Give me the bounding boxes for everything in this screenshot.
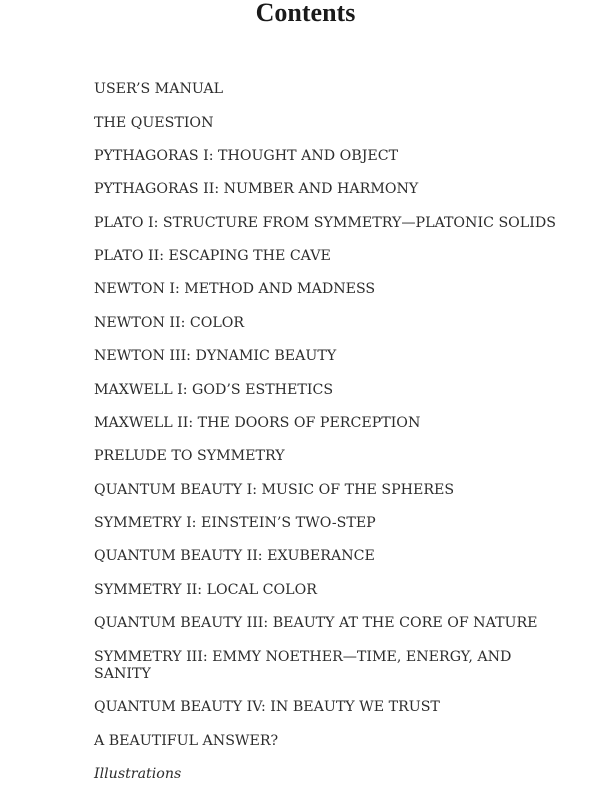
toc-link[interactable]: NEWTON III: DYNAMIC BEAUTY xyxy=(94,348,337,364)
toc-link[interactable]: SYMMETRY I: EINSTEIN’S TWO-STEP xyxy=(94,515,376,531)
toc-link[interactable]: QUANTUM BEAUTY IV: IN BEAUTY WE TRUST xyxy=(94,699,440,715)
toc-link[interactable]: PLATO II: ESCAPING THE CAVE xyxy=(94,248,331,264)
toc-link[interactable]: MAXWELL II: THE DOORS OF PERCEPTION xyxy=(94,415,421,431)
toc-link-illustrations[interactable]: Illustrations xyxy=(94,766,182,782)
toc-link[interactable]: NEWTON I: METHOD AND MADNESS xyxy=(94,281,376,297)
toc-link[interactable]: NEWTON II: COLOR xyxy=(94,315,245,331)
page-title: Contents xyxy=(255,0,356,27)
toc-link[interactable]: PYTHAGORAS I: THOUGHT AND OBJECT xyxy=(94,148,399,164)
toc-link[interactable]: A BEAUTIFUL ANSWER? xyxy=(94,733,279,749)
toc-link[interactable]: PRELUDE TO SYMMETRY xyxy=(94,448,285,464)
toc-link[interactable]: USER’S MANUAL xyxy=(94,81,224,97)
toc-link[interactable]: SYMMETRY III: EMMY NOETHER—TIME, ENERGY, AND SANITY xyxy=(94,649,512,682)
toc-link[interactable]: SYMMETRY II: LOCAL COLOR xyxy=(94,582,317,598)
toc-link[interactable]: QUANTUM BEAUTY III: BEAUTY AT THE CORE OF NATURE xyxy=(94,615,538,631)
toc-link[interactable]: QUANTUM BEAUTY I: MUSIC OF THE SPHERES xyxy=(94,482,455,498)
toc-link[interactable]: MAXWELL I: GOD’S ESTHETICS xyxy=(94,382,334,398)
toc-link[interactable]: PYTHAGORAS II: NUMBER AND HARMONY xyxy=(94,181,419,197)
toc-link[interactable]: PLATO I: STRUCTURE FROM SYMMETRY—PLATONIC SOLIDS xyxy=(94,215,556,231)
toc-link[interactable]: THE QUESTION xyxy=(94,115,214,131)
toc-link[interactable]: QUANTUM BEAUTY II: EXUBERANCE xyxy=(94,548,375,564)
